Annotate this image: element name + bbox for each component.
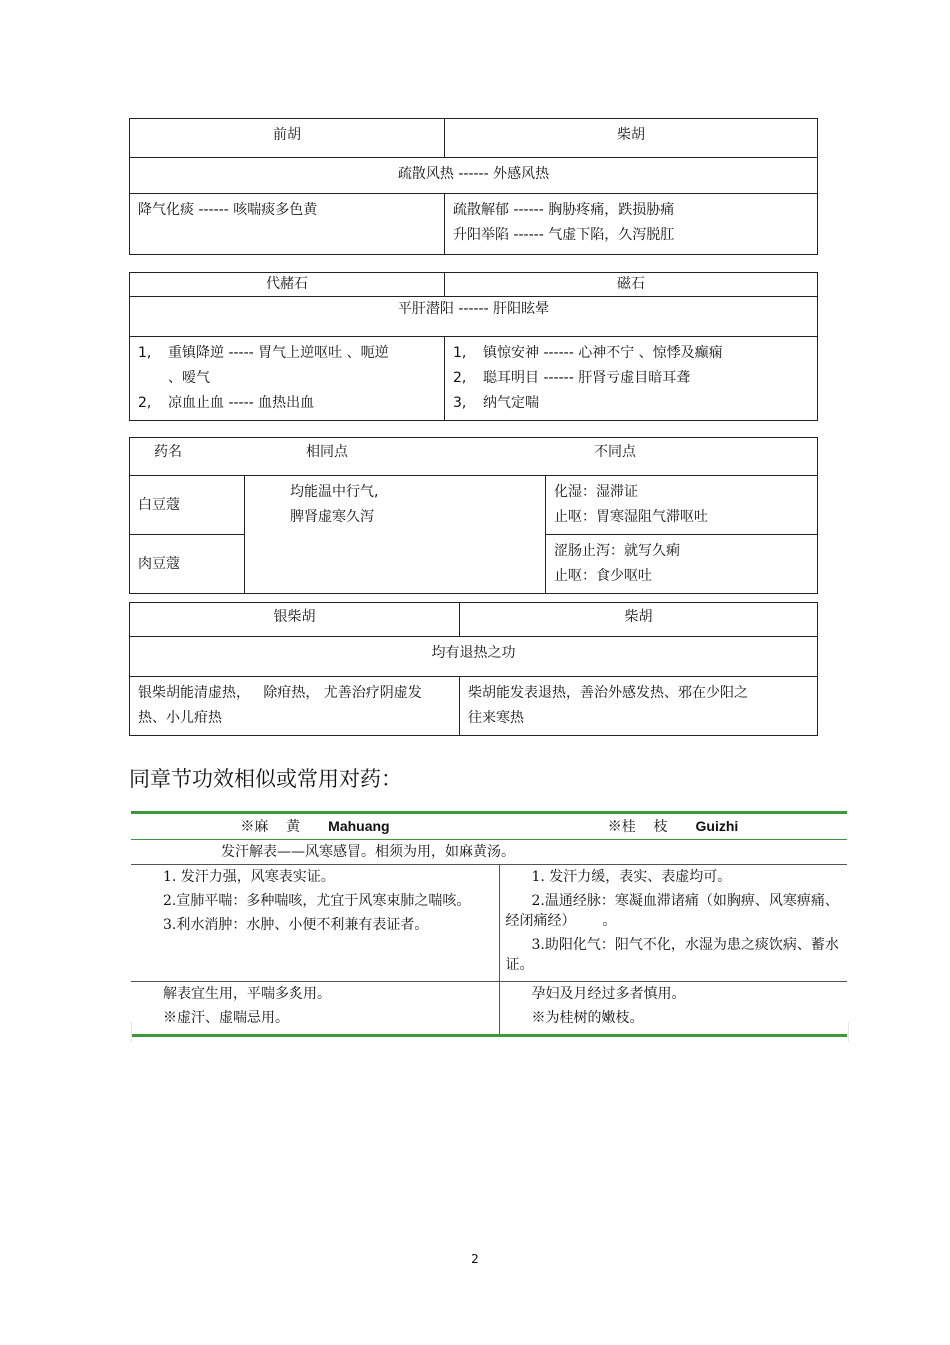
header-left: 银柴胡 (130, 603, 460, 637)
list-item: 3, 纳气定喘 (453, 395, 539, 411)
header-row (130, 438, 818, 476)
table-daizheshi-cishi (129, 272, 818, 421)
drug-name: 白豆蔻 (130, 476, 245, 535)
right-points (499, 865, 847, 982)
header-left: ※麻 黄 Mahuang (131, 813, 499, 840)
left-points (131, 865, 499, 982)
left-cell: 银柴胡能清虚热， 除疳热， 尤善治疗阴虚发 热、小儿疳热 (130, 677, 460, 736)
left-line: 降气化痰 ------ 咳喘痰多色黄 (138, 202, 318, 218)
table-qianhu-chaihu (129, 118, 818, 255)
list-item: 1, 镇惊安神 ------ 心神不宁 、惊悸及癫痫 (453, 345, 723, 361)
table-tail-border (131, 1022, 849, 1042)
right-line: 疏散解郁 ------ 胸胁疼痛，跌损胁痛 (453, 202, 675, 218)
header-right: ※桂 枝 Guizhi (499, 813, 847, 840)
point: 2.温通经脉：寒凝血滞诸痛（如胸痹、风寒痹痛、经闭痛经） 。 (505, 893, 839, 929)
table-doukou (129, 437, 818, 594)
point: 2.宣肺平喘：多种喘咳，尤宜于风寒束肺之喘咳。 (163, 893, 471, 909)
point: 3.利水消肿：水肿、小便不利兼有表证者。 (163, 917, 429, 933)
table-yinchaihu-chaihu (129, 602, 818, 736)
same-cell: 均能温中行气, 脾肾虚寒久泻 (245, 476, 546, 594)
header-left: 代赭石 (130, 273, 445, 297)
list-item: 、嗳气 (168, 370, 210, 386)
header-right: 柴胡 (460, 603, 818, 637)
note: 解表宜生用，平喘多炙用。 (163, 986, 331, 1002)
common-effect: 平肝潜阳 ------ 肝阳眩晕 (130, 297, 818, 337)
diff-cell: 涩肠止泻：就写久痢 止呕：食少呕吐 (546, 535, 818, 594)
header-left: 前胡 (130, 119, 445, 158)
list-item: 1, 重镇降逆 ----- 胃气上逆呕吐 、呃逆 (138, 345, 389, 361)
common-effect: 疏散风热 ------ 外感风热 (130, 158, 818, 194)
point: 1. 发汗力强，风寒表实证。 (163, 869, 335, 885)
right-cell (445, 337, 818, 421)
diff-cell: 化湿：湿滞证 止呕：胃寒湿阻气滞呕吐 (546, 476, 818, 535)
right-cell: 柴胡能发表退热，善治外感发热、邪在少阳之 往来寒热 (460, 677, 818, 736)
list-item: 2, 凉血止血 ----- 血热出血 (138, 395, 315, 411)
left-cell (130, 337, 445, 421)
page-number: 2 (471, 1252, 479, 1266)
common-effect: 均有退热之功 (130, 637, 818, 677)
header-right: 磁石 (445, 273, 818, 297)
right-line: 升阳举陷 ------ 气虚下陷，久泻脱肛 (453, 227, 675, 243)
col-name-header: 药名 (154, 444, 182, 460)
right-cell (445, 194, 818, 255)
section-title: 同章节功效相似或常用对药： (129, 767, 402, 791)
table-mahuang-guizhi (131, 811, 847, 1037)
col-same-header: 相同点 (306, 444, 348, 460)
point: 1. 发汗力缓，表实、表虚均可。 (531, 869, 732, 885)
drug-name: 肉豆蔻 (130, 535, 245, 594)
list-item: 2, 聪耳明目 ------ 肝肾亏虚目暗耳聋 (453, 370, 691, 386)
left-cell (130, 194, 445, 255)
note: ※虚汗、虚喘忌用。 (163, 1010, 289, 1026)
note: 孕妇及月经过多者慎用。 (531, 986, 686, 1002)
shared-effect: 发汗解表——风寒感冒。相须为用，如麻黄汤。 (131, 840, 847, 865)
header-right: 柴胡 (445, 119, 818, 158)
point: 3.助阳化气：阳气不化，水湿为患之痰饮病、蓄水证。 (505, 937, 839, 973)
col-diff-header: 不同点 (594, 444, 636, 460)
note: ※为桂树的嫩枝。 (531, 1010, 644, 1026)
